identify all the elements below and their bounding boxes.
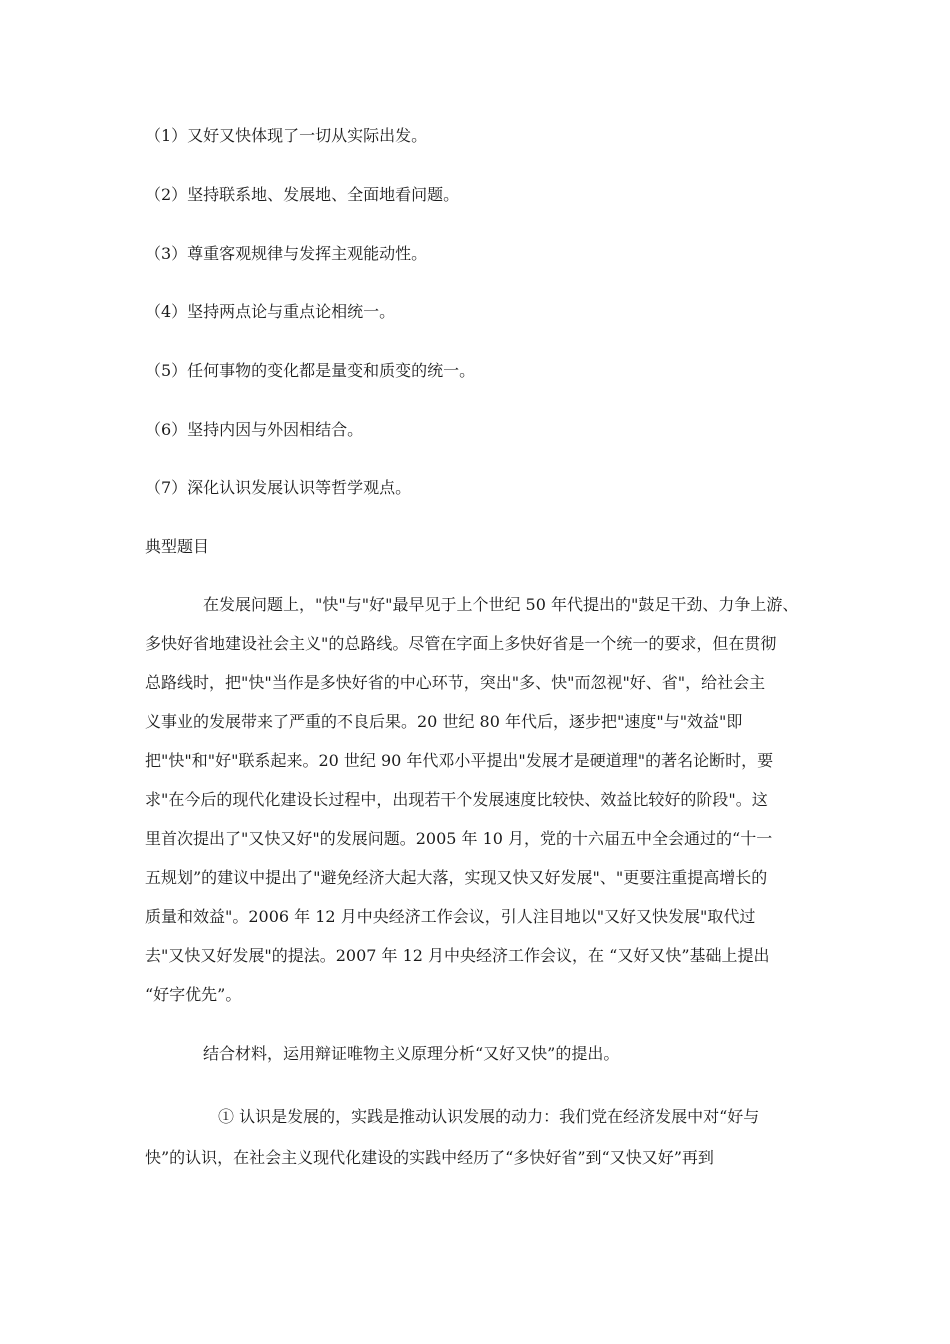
- answer-line-2: 快”的认识，在社会主义现代化建设的实践中经历了“多快好省”到“又快又好”再到: [145, 1148, 714, 1167]
- section-heading: 典型题目: [145, 537, 210, 556]
- material-line-2: 多快好省地建设社会主义"的总路线。尽管在字面上多快好省是一个统一的要求，但在贯彻: [145, 634, 777, 653]
- material-line-9: 质量和效益"。2006 年 12 月中央经济工作会议，引人注目地以"又好又快发展"取代过: [145, 907, 756, 926]
- material-line-1: 在发展问题上，"快"与"好"最早见于上个世纪 50 年代提出的"鼓足干劲、力争上游、: [203, 595, 799, 614]
- answer-line-1: ① 认识是发展的，实践是推动认识发展的动力：我们党在经济发展中对“好与: [218, 1107, 760, 1126]
- point-6: （6）坚持内因与外因相结合。: [145, 420, 364, 439]
- material-line-5: 把"快"和"好"联系起来。20 世纪 90 年代邓小平提出"发展才是硬道理"的著名论断时，要: [145, 751, 774, 770]
- point-5: （5）任何事物的变化都是量变和质变的统一。: [145, 361, 476, 380]
- point-3: （3）尊重客观规律与发挥主观能动性。: [145, 244, 428, 263]
- point-4: （4）坚持两点论与重点论相统一。: [145, 302, 396, 321]
- material-line-8: 五规划”的建议中提出了"避免经济大起大落，实现又快又好发展"、"更要注重提高增长的: [145, 868, 768, 887]
- point-7: （7）深化认识发展认识等哲学观点。: [145, 478, 412, 497]
- material-line-3: 总路线时，把"快"当作是多快好省的中心环节，突出"多、快"而忽视"好、省"，给社会主: [145, 673, 766, 692]
- question: 结合材料，运用辩证唯物主义原理分析“又好又快”的提出。: [203, 1044, 620, 1063]
- material-line-7: 里首次提出了"又快又好"的发展问题。2005 年 10 月，党的十六届五中全会通过的“十一: [145, 829, 773, 848]
- material-line-4: 义事业的发展带来了严重的不良后果。20 世纪 80 年代后，逐步把"速度"与"效益"即: [145, 712, 743, 731]
- point-1: （1）又好又快体现了一切从实际出发。: [145, 126, 428, 145]
- material-line-6: 求"在今后的现代化建设长过程中，出现若干个发展速度比较快、效益比较好的阶段"。这: [145, 790, 768, 809]
- material-line-11: “好字优先”。: [145, 985, 242, 1004]
- point-2: （2）坚持联系地、发展地、全面地看问题。: [145, 185, 460, 204]
- material-line-10: 去"又快又好发展"的提法。2007 年 12 月中央经济工作会议，在 “又好又快”基础上提出: [145, 946, 770, 965]
